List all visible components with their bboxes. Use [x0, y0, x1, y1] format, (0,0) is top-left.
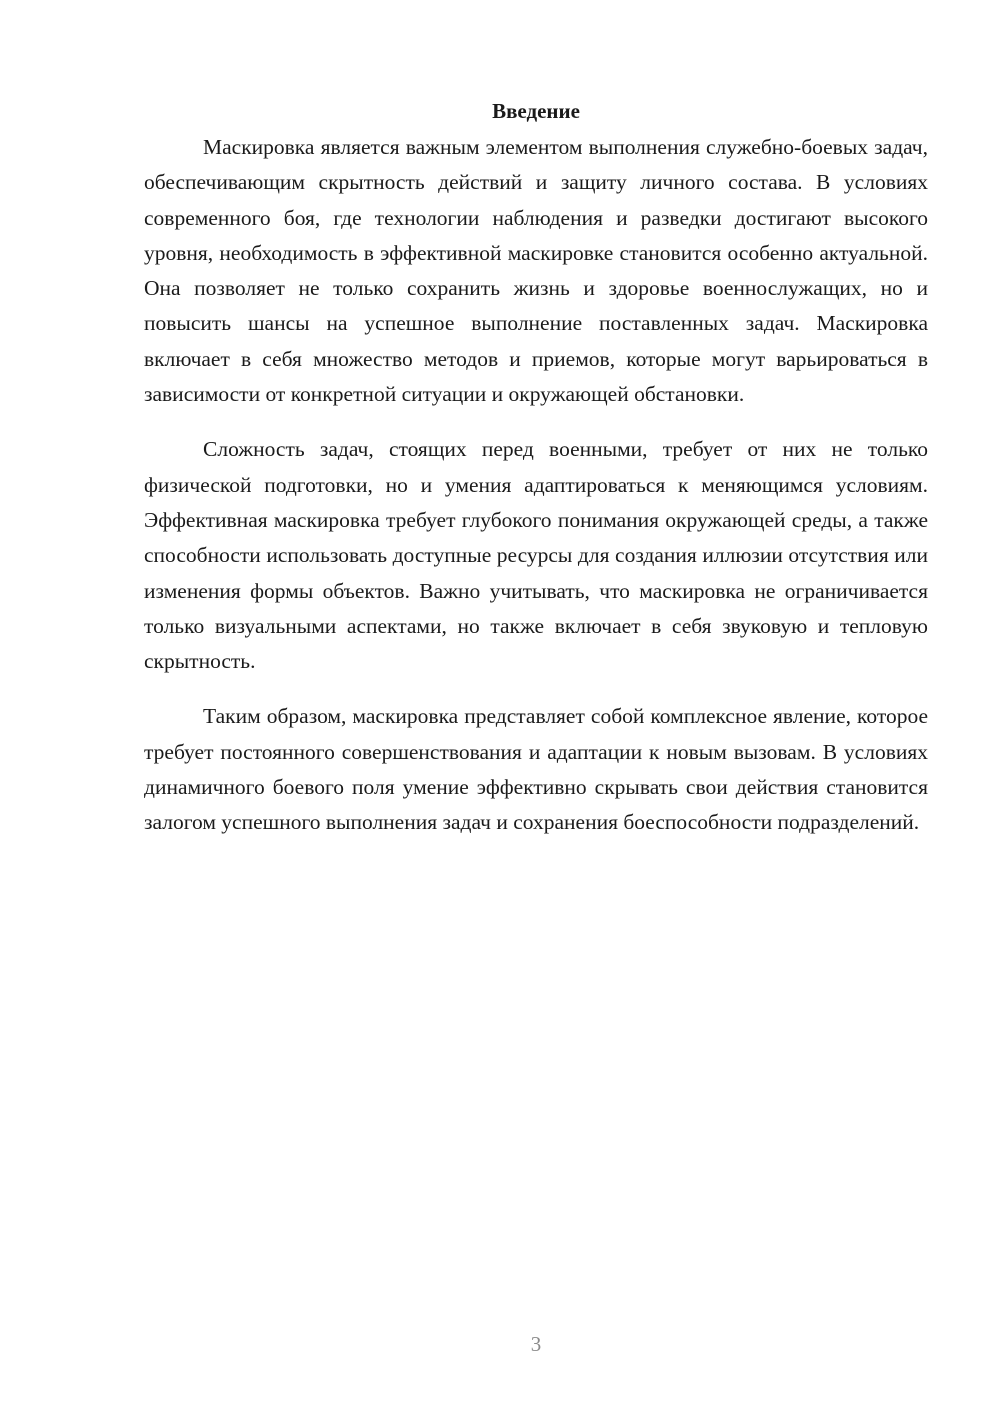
- page-number: 3: [530, 1332, 542, 1356]
- paragraph-intro: Маскировка является важным элементом выполнения служебно-боевых задач, обеспечивающим скрытность действий и защиту личного состава. В условиях современного боя, где технологии наблюдения и разведки достигают высокого уровня, необходимость в эффективной маскировке становится особенно актуальной. Она позволяет не только сохранить жизнь и здоровье военнослужащих, но и повысить шансы на успешное выполнение поставленных задач. Маскировка включает в себя множество методов и приемов, которые могут варьироваться в зависимости от конкретной ситуации и окружающей обстановки.: [144, 135, 928, 407]
- paragraph-complexity: Сложность задач, стоящих перед военными, требует от них не только физической подготовки, но и умения адаптироваться к меняющимся условиям. Эффективная маскировка требует глубокого понимания окружающей среды, а также способности использовать доступные ресурсы для создания иллюзии отсутствия или изменения формы объектов. Важно учитывать, что маскировка не ограничивается только визуальными аспектами, но также включает в себя звуковую и тепловую скрытность.: [144, 437, 928, 674]
- paragraph-conclusion: Таким образом, маскировка представляет собой комплексное явление, которое требует постоянного совершенствования и адаптации к новым вызовам. В условиях динамичного боевого поля умение эффективно скрывать свои действия становится залогом успешного выполнения задач и сохранения боеспособности подразделений.: [144, 704, 928, 835]
- section-heading: Введение: [492, 99, 580, 123]
- document-page: [144, 96, 928, 861]
